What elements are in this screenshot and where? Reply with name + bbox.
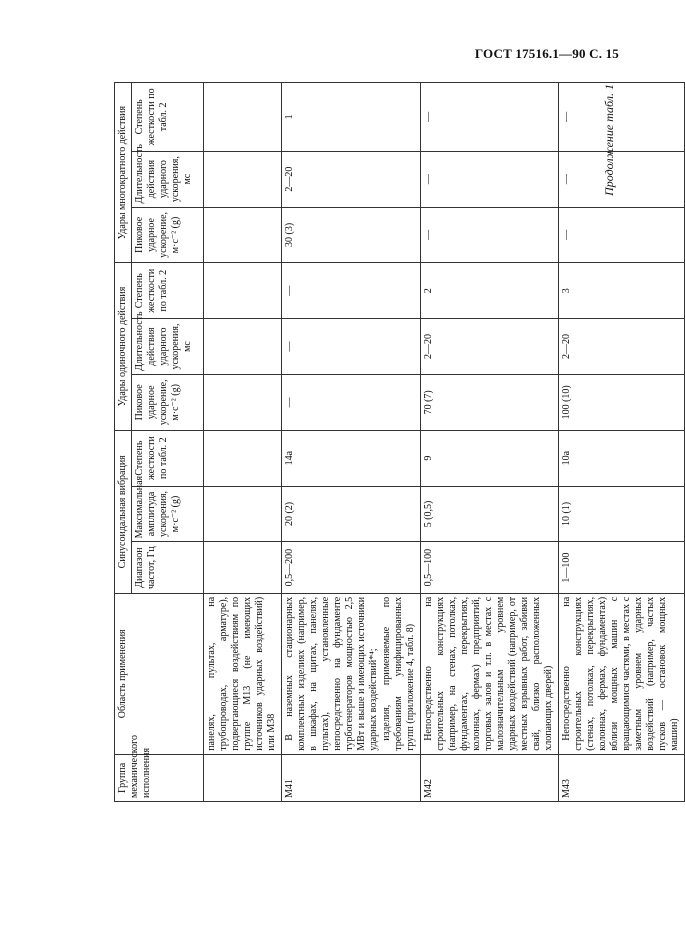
cell-freq: 0,5—200 <box>282 542 421 594</box>
cell-peak-multi: — <box>421 207 559 263</box>
multi-group-header: Удары многократного действия <box>115 83 132 263</box>
single-peak-header: Пиковое ударное ускорение, м·с⁻² (g) <box>132 374 204 430</box>
cell-severity-sinus <box>204 430 282 486</box>
cell-severity-single <box>204 263 282 319</box>
single-group-header: Удары одиночного действия <box>115 263 132 430</box>
cell-severity-sinus: 10а <box>559 430 685 486</box>
cell-duration-multi: 2—20 <box>282 151 421 207</box>
continuation-label: Продолжение табл. 1 <box>602 84 616 196</box>
cell-peak-multi: 30 (3) <box>282 207 421 263</box>
row-description-paragraph: Непосредственно на строительных конструкциях (например, на стенах, потолках, фундаментах, перекрытиях, колоннах, фермах) предприятий, торговых залов и т.п. в местах с малозначительным уровнем ударных воздействий (например, от местных взрывных работ, забивки свай, близко расположенных хлопающих дверей) <box>423 596 554 751</box>
multi-duration-header: Длительность действия ударного ускорения, мс <box>132 151 204 207</box>
cell-accel: 5 (0,5) <box>421 486 559 542</box>
row-description <box>282 593 421 754</box>
sinus-severity-header: Степень жесткости по табл. 2 <box>132 430 204 486</box>
cell-duration-multi <box>204 151 282 207</box>
row-code: М43 <box>559 754 685 801</box>
multi-peak-header: Пиковое ударное ускорение, м·с⁻² (g) <box>132 207 204 263</box>
cell-peak-multi <box>204 207 282 263</box>
cell-duration-single <box>204 319 282 375</box>
table-row <box>559 83 685 802</box>
table-row <box>204 83 282 802</box>
row-description-paragraph: В наземных стационарных комплектных изделиях (например, в шкафах, на щитах, панелях, пультах), установленные непосредственно на фундаменте турбогенераторов мощностью 2,5 МВт и выше и имеющих источники ударных воздействий*⁴; <box>284 596 379 751</box>
multi-severity-header: Степень жесткости по табл. 2 <box>132 83 204 152</box>
single-severity-header: Степень жесткости по табл. 2 <box>132 263 204 319</box>
cell-severity-multi <box>204 83 282 152</box>
cell-peak-single <box>204 374 282 430</box>
sinus-accel-header: Максимальная амплитуда ускорения, м·с⁻² (g) <box>132 486 204 542</box>
cell-severity-multi: — <box>421 83 559 152</box>
row-description <box>559 593 685 754</box>
col-group-header: Группа механического исполнения <box>115 754 204 801</box>
cell-duration-single: 2—20 <box>559 319 685 375</box>
table-row <box>421 83 559 802</box>
row-description-paragraph: изделия, применяемые по требованиям унифицированных групп (приложение 4, табл. 8) <box>381 596 416 751</box>
single-duration-header: Длительность действия ударного ускорения, мс <box>132 319 204 375</box>
cell-freq: 0,5—100 <box>421 542 559 594</box>
row-description-paragraph: Непосредственно на строительных конструкциях (стенах, потолках, перекрытиях, колоннах, фермах, фундаментах) вблизи мощных машин с вращающимися частями, в местах с заметным уровнем ударных воздействий (например, частых пусков — остановок мощных машин) <box>561 596 680 751</box>
cell-severity-single: 3 <box>559 263 685 319</box>
row-code: М42 <box>421 754 559 801</box>
cell-peak-single: — <box>282 374 421 430</box>
cell-freq <box>204 542 282 594</box>
row-code <box>204 754 282 801</box>
requirements-table <box>114 82 685 802</box>
cell-peak-single: 70 (7) <box>421 374 559 430</box>
table-row <box>282 83 421 802</box>
cell-accel <box>204 486 282 542</box>
cell-peak-multi: — <box>559 207 685 263</box>
cell-severity-single: 2 <box>421 263 559 319</box>
page-header-title: ГОСТ 17516.1—90 С. 15 <box>474 46 619 61</box>
rotated-table-block <box>114 82 680 802</box>
cell-duration-multi: — <box>421 151 559 207</box>
cell-freq: 1—100 <box>559 542 685 594</box>
row-description-paragraph: панелях, пультах, на трубопроводах, арматуре), подвергающиеся воздействиям по группе М13 (не имеющих источников ударных воздействий) или М38 <box>206 596 277 751</box>
cell-severity-multi: 1 <box>282 83 421 152</box>
cell-duration-multi: — <box>559 151 685 207</box>
cell-severity-multi: — <box>559 83 685 152</box>
row-description <box>421 593 559 754</box>
cell-duration-single: 2—20 <box>421 319 559 375</box>
row-description <box>204 593 282 754</box>
cell-severity-sinus: 14а <box>282 430 421 486</box>
row-code: М41 <box>282 754 421 801</box>
cell-peak-single: 100 (10) <box>559 374 685 430</box>
cell-severity-single: — <box>282 263 421 319</box>
cell-duration-single: — <box>282 319 421 375</box>
sinus-group-header: Синусоидальная вибрация <box>115 430 132 593</box>
cell-severity-sinus: 9 <box>421 430 559 486</box>
sinus-freq-header: Диапазон частот, Гц <box>132 542 204 594</box>
col-area-header: Область применения <box>115 593 204 754</box>
cell-accel: 10 (1) <box>559 486 685 542</box>
cell-accel: 20 (2) <box>282 486 421 542</box>
